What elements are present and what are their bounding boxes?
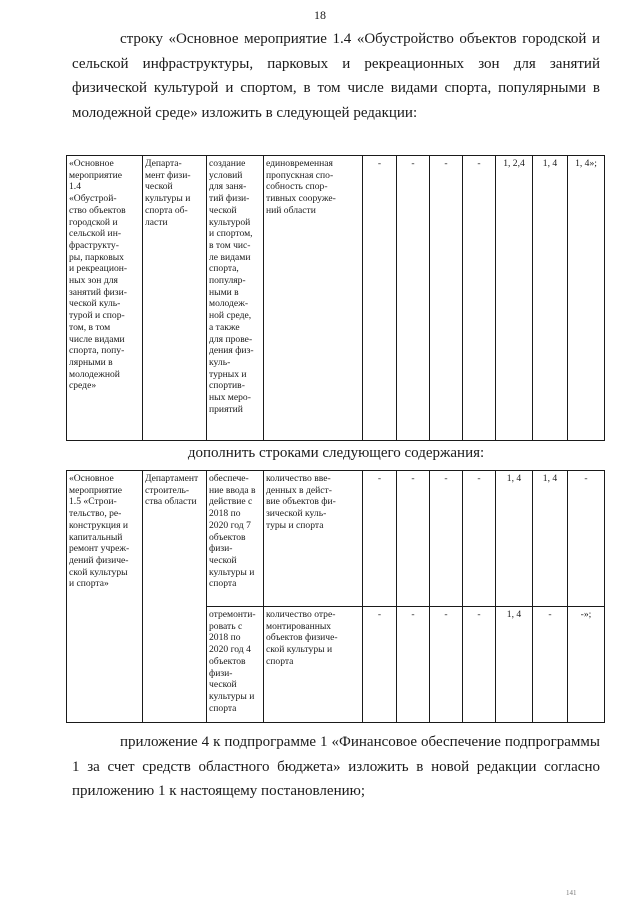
value-cell: 1, 4: [533, 471, 568, 607]
expected-result-cell: отремонти- ровать с 2018 по 2020 год 4 объектов физи- ческой культуры и спорта: [207, 607, 264, 723]
expected-result-cell: обеспече- ние ввода в действие с 2018 по 2020 год 7 объектов физи- ческой культуры и спорта: [207, 471, 264, 607]
value-cell: -: [363, 607, 397, 723]
closing-paragraph: [72, 730, 600, 804]
measure-1-4-table: [66, 155, 605, 441]
value-cell: 1, 4: [496, 471, 533, 607]
intro-paragraph: [72, 27, 600, 125]
value-cell: 1, 4: [533, 156, 568, 441]
executor-cell: Департа- мент физи- ческой культуры и спорта об- ласти: [143, 156, 207, 441]
indicator-cell: количество отре- монтированных объектов физиче- ской культуры и спорта: [264, 607, 363, 723]
value-cell: -: [430, 607, 463, 723]
measure-name-cell: «Основное мероприятие 1.5 «Строи- тельство, ре- конструкция и капитальный ремонт учреж- дений физиче- ской культуры и спорта»: [67, 471, 143, 723]
value-cell: -: [363, 156, 397, 441]
measure-1-5-table: [66, 470, 605, 723]
indicator-cell: единовременная пропускная спо- собность спор- тивных сооруже- ний области: [264, 156, 363, 441]
value-cell: -: [397, 471, 430, 607]
value-cell: -: [568, 471, 605, 607]
value-cell: -: [463, 471, 496, 607]
value-cell: 1, 4: [496, 607, 533, 723]
page-number: 18: [314, 8, 326, 22]
value-cell: -: [533, 607, 568, 723]
intro-paragraph-text: строку «Основное мероприятие 1.4 «Обустройство объектов городской и сельской инфраструктуры, парковых и рекреационных зон для занятий физической культурой и спортом, в том числе видами спорта, популярными в молодежной среде» изложить в следующей редакции:: [72, 31, 600, 121]
closing-paragraph-text: приложение 4 к подпрограмме 1 «Финансовое обеспечение подпрограммы 1 за счет средств областного бюджета» изложить в новой редакции согласно приложению 1 к настоящему постановлению;: [72, 734, 600, 799]
expected-result-cell: создание условий для заня- тий физи- ческой культурой и спортом, в том чис- ле видами спорта, популяр- ными в молодеж- ной среде, а также для прове- дения физ- куль- турных и спортив- ных меро- приятий: [207, 156, 264, 441]
executor-cell: Департамент строитель- ства области: [143, 471, 207, 723]
value-cell: -: [463, 607, 496, 723]
table-row: [67, 471, 605, 607]
value-cell: -: [430, 156, 463, 441]
corner-mark: 141: [566, 889, 577, 897]
table-row: [67, 156, 605, 441]
value-cell: 1, 4»;: [568, 156, 605, 441]
add-rows-heading: дополнить строками следующего содержания:: [187, 445, 485, 461]
value-cell: -: [397, 156, 430, 441]
value-cell: -: [363, 471, 397, 607]
value-cell: -: [397, 607, 430, 723]
value-cell: -: [463, 156, 496, 441]
value-cell: -: [430, 471, 463, 607]
value-cell: -»;: [568, 607, 605, 723]
value-cell: 1, 2,4: [496, 156, 533, 441]
indicator-cell: количество вве- денных в дейст- вие объектов фи- зической куль- туры и спорта: [264, 471, 363, 607]
measure-name-cell: «Основное мероприятие 1.4 «Обустрой- ство объектов городской и сельской ин- фраструкту- ры, парковых и рекреацион- ных зон для занятий физи- ческой куль- турой и спор- том, в том числе видами спорта, попу- лярными в молодежной среде»: [67, 156, 143, 441]
